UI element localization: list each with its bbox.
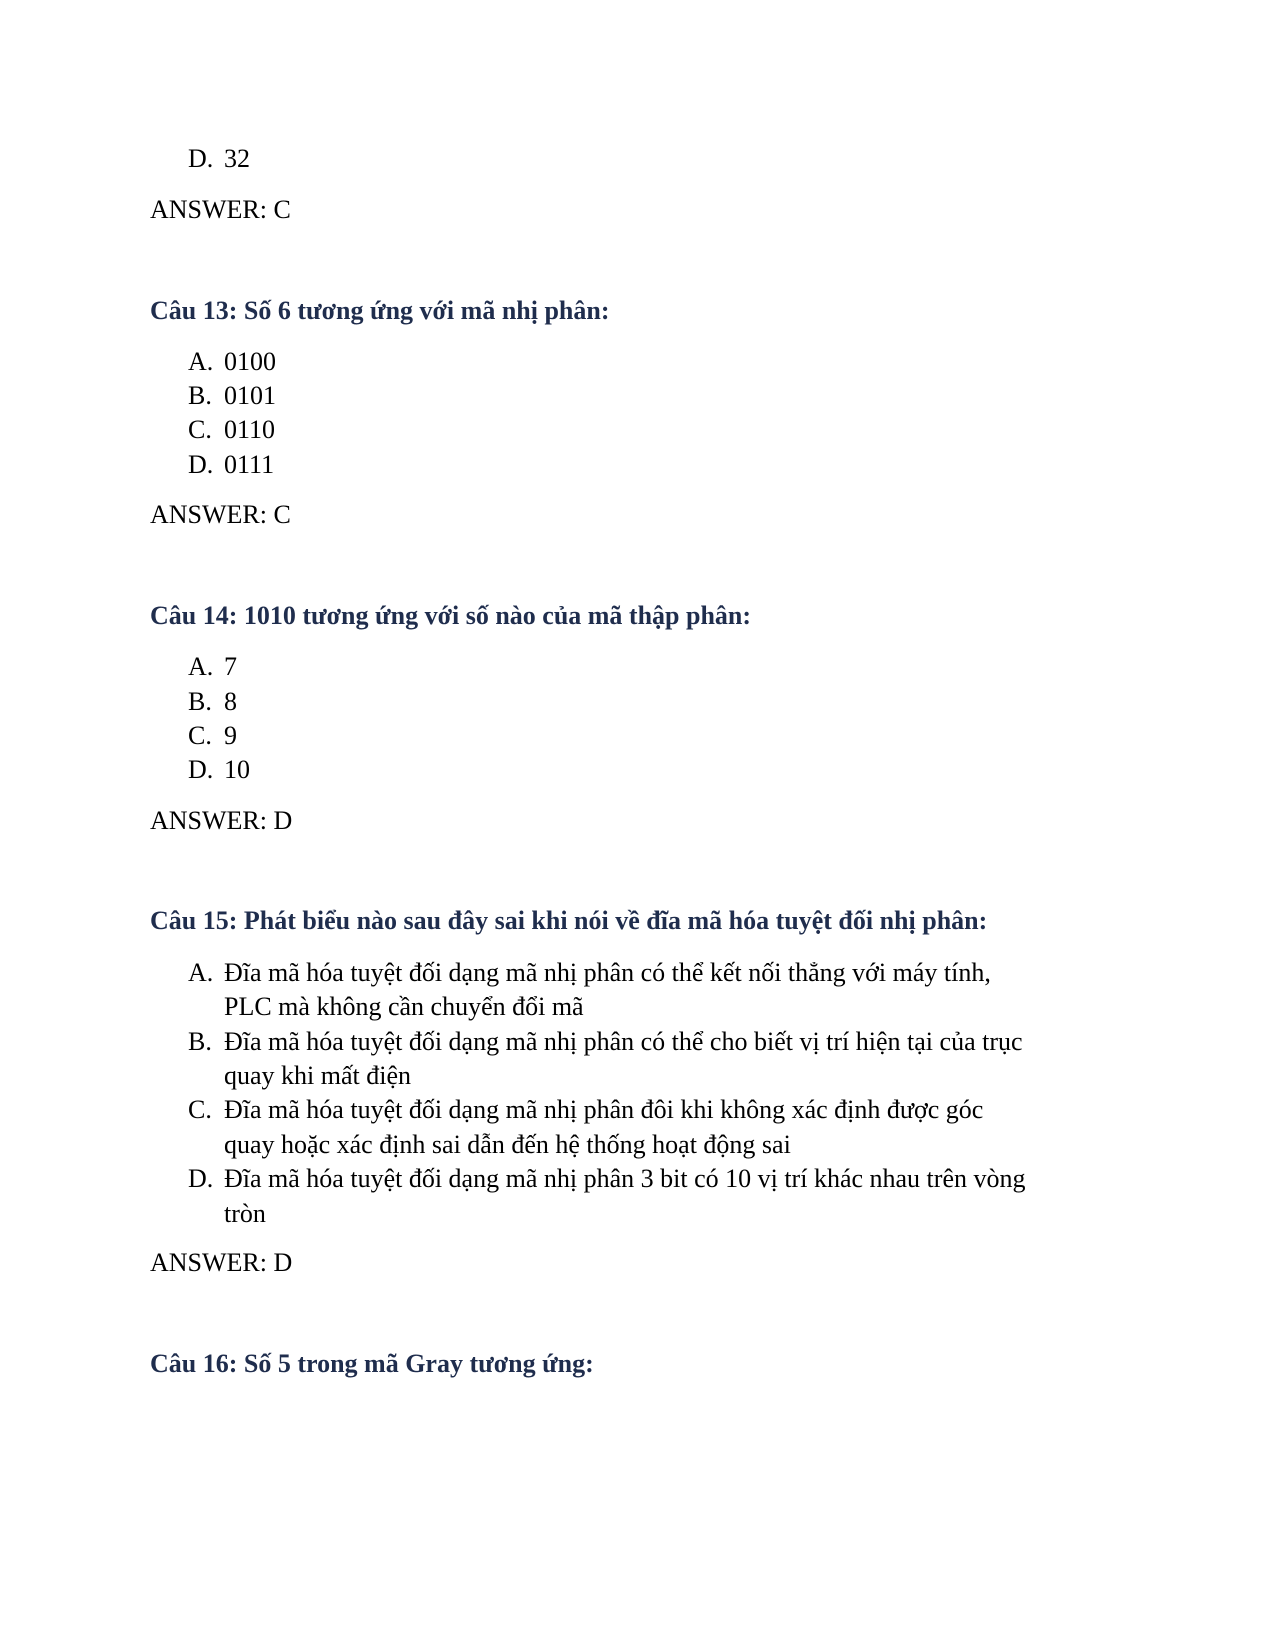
option-letter: D. <box>188 450 214 479</box>
option-text-continuation: quay hoặc xác định sai dẫn đến hệ thống hoạt động sai <box>224 1130 791 1159</box>
option-text-continuation: tròn <box>224 1199 266 1228</box>
option-c <box>188 718 237 754</box>
answer-line: ANSWER: C <box>150 195 291 224</box>
option-b <box>188 684 237 720</box>
option-d <box>188 1161 1025 1197</box>
option-text: 9 <box>224 721 237 750</box>
option-text: Đĩa mã hóa tuyệt đối dạng mã nhị phân có thể kết nối thẳng với máy tính, <box>224 958 991 987</box>
option-a <box>188 955 991 991</box>
question-heading: Câu 13: Số 6 tương ứng với mã nhị phân: <box>150 296 610 325</box>
option-letter: D. <box>188 755 214 784</box>
option-text: 0110 <box>224 415 276 444</box>
option-a <box>188 344 276 380</box>
option-letter: C. <box>188 415 212 444</box>
option-text: 7 <box>224 652 237 681</box>
option-text: 0100 <box>224 347 276 376</box>
option-d <box>188 141 250 177</box>
option-b <box>188 1024 1023 1060</box>
option-text-continuation: PLC mà không cần chuyển đổi mã <box>224 992 584 1021</box>
option-text: 10 <box>224 755 250 784</box>
option-text-continuation: quay khi mất điện <box>224 1061 412 1090</box>
option-letter: D. <box>188 144 214 173</box>
option-c <box>188 1092 983 1128</box>
option-text: 8 <box>224 687 237 716</box>
option-letter: B. <box>188 687 212 716</box>
option-text: Đĩa mã hóa tuyệt đối dạng mã nhị phân có thể cho biết vị trí hiện tại của trục <box>224 1027 1023 1056</box>
question-heading: Câu 16: Số 5 trong mã Gray tương ứng: <box>150 1349 594 1378</box>
option-letter: B. <box>188 1027 212 1056</box>
question-heading: Câu 14: 1010 tương ứng với số nào của mã thập phân: <box>150 601 752 630</box>
question-heading: Câu 15: Phát biểu nào sau đây sai khi nói về đĩa mã hóa tuyệt đối nhị phân: <box>150 906 988 935</box>
option-a <box>188 649 237 685</box>
option-letter: A. <box>188 652 214 681</box>
option-letter: C. <box>188 721 212 750</box>
option-letter: B. <box>188 381 212 410</box>
option-letter: C. <box>188 1095 212 1124</box>
option-text: 0111 <box>224 450 275 479</box>
option-text: 0101 <box>224 381 276 410</box>
option-text: 32 <box>224 144 250 173</box>
option-text: Đĩa mã hóa tuyệt đối dạng mã nhị phân đôi khi không xác định được góc <box>224 1095 984 1124</box>
option-d <box>188 752 250 788</box>
option-b <box>188 378 276 414</box>
answer-line: ANSWER: C <box>150 500 291 529</box>
answer-line: ANSWER: D <box>150 806 293 835</box>
option-letter: A. <box>188 347 214 376</box>
option-d <box>188 447 274 483</box>
option-letter: A. <box>188 958 214 987</box>
answer-line: ANSWER: D <box>150 1248 293 1277</box>
option-c <box>188 412 275 448</box>
option-letter: D. <box>188 1164 214 1193</box>
option-text: Đĩa mã hóa tuyệt đối dạng mã nhị phân 3 bit có 10 vị trí khác nhau trên vòng <box>224 1164 1026 1193</box>
